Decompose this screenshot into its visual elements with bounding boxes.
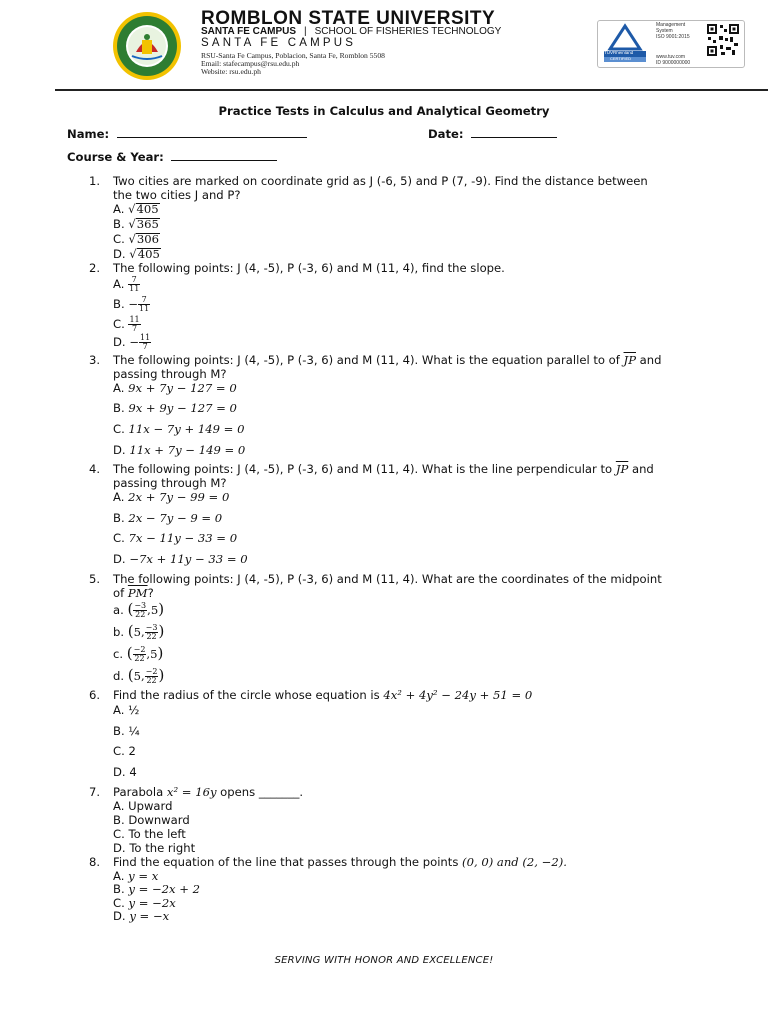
q2-text: The following points: J (4, -5), P (-3, 6) and M (11, 4), find the slope. [113,261,505,275]
text: and [636,353,662,367]
q6-option-d [113,765,137,779]
q5-text-line1: The following points: J (4, -5), P (-3, 6) and M (11, 4). What are the coordinates of the midpoint [113,572,662,586]
equation: y = −2x + 2 [128,882,201,896]
option-letter: C. [113,317,125,331]
q8-option-b [113,882,200,896]
radicand: 306 [136,232,159,246]
q4-option-d [113,552,248,566]
equation: y = −2x [128,896,176,910]
option-text: 4 [129,765,137,779]
equation: 11x − 7y + 149 = 0 [128,422,245,436]
option-text: Upward [128,799,173,813]
q6-option-c [113,744,136,758]
option-letter: A. [113,381,125,395]
date-label: Date: [428,127,464,141]
option-letter: B. [113,882,125,896]
q7-text [113,785,303,799]
numerator: 11 [140,333,151,342]
equation: x² = 16y [166,785,217,799]
school-name: SCHOOL OF FISHERIES TECHNOLOGY [314,26,502,37]
option-letter: A. [113,490,125,504]
q5-option-a [113,600,164,619]
iso-certification-badge [597,20,745,68]
course-label: Course & Year: [67,150,164,164]
option-letter: D. [113,247,126,261]
option-letter: B. [113,401,125,415]
q3-text-line2: passing through M? [113,367,227,381]
text: and [628,462,654,476]
denominator: 11 [129,284,140,293]
paren: ( [127,666,134,684]
option-letter: A. [113,277,125,291]
cert-management: Management [656,22,686,28]
option-letter: A. [113,869,125,883]
q4-text-line1 [113,462,654,476]
equation: 9x + 7y − 127 = 0 [128,381,237,395]
numerator: −3 [134,601,147,610]
option-letter: C. [113,744,125,758]
q8-number: 8. [89,855,101,869]
q3-option-d [113,443,245,457]
coordinate: 5 [150,603,159,617]
numerator: −2 [145,667,158,676]
q2-option-c [113,316,141,333]
certified-label: CERTIFIED [610,56,632,61]
equation: 4x² + 4y² − 24y + 51 = 0 [383,688,533,702]
radicand: 405 [136,202,159,216]
equation: 11x + 7y − 149 = 0 [129,443,246,457]
cert-url: www.tuv.com [656,54,686,60]
q1-number: 1. [89,174,101,188]
option-text: Downward [128,813,190,827]
q6-text [113,688,532,702]
comma: , [146,647,151,661]
equation: 2x − 7y − 9 = 0 [128,511,223,525]
equation: y = x [128,869,159,883]
option-letter: B. [113,217,125,231]
comma: , [140,669,145,683]
q2-option-b [113,296,150,313]
denominator: 7 [132,324,138,333]
option-letter: B. [113,724,125,738]
sign: − [129,335,140,349]
option-text: To the right [129,841,196,855]
email-line: Email: stafecampus@rsu.edu.ph [201,59,300,68]
text: of [113,586,128,600]
q8-option-d [113,909,169,923]
fraction [133,602,147,619]
fraction [139,334,151,351]
text: opens _______. [216,785,304,799]
paren: ) [157,644,164,662]
q4-option-a [113,490,229,504]
name-blank[interactable] [117,127,307,138]
option-text: ¼ [128,724,140,738]
campus-spaced: SANTA FE CAMPUS [201,37,357,49]
q4-option-b [113,511,222,525]
numerator: 7 [138,296,150,305]
campus-school-line [201,26,501,37]
q6-option-b [113,724,140,738]
numerator: 11 [129,315,140,324]
option-letter: A. [113,799,125,813]
address-line: RSU-Santa Fe Campus, Poblacion, Santa Fe, Romblon 5508 [201,51,385,60]
numerator: −2 [133,645,146,654]
option-letter: a. [113,603,124,617]
q5-option-d [113,666,164,685]
q6-option-a [113,703,139,717]
q8-option-c [113,896,176,910]
segment-jp: $\overline{JP}$ [615,462,629,476]
denominator: 22 [146,632,157,641]
header-divider [55,89,768,91]
text: Parabola [113,785,167,799]
option-letter: d. [113,669,125,683]
university-name: ROMBLON STATE UNIVERSITY [201,8,496,29]
paren: ) [158,600,165,618]
option-letter: D. [113,909,126,923]
cert-system: System [656,28,673,34]
q2-number: 2. [89,261,101,275]
numerator: −3 [145,623,158,632]
q8-option-a [113,869,158,883]
fraction [138,296,150,313]
coordinate: 5 [150,647,158,661]
page-title: Practice Tests in Calculus and Analytical Geometry [218,104,550,118]
q2-option-a [113,276,140,293]
q3-option-b [113,401,237,415]
radicand: 365 [136,217,159,231]
option-letter: C. [113,827,125,841]
segment-jp: $\overline{JP}$ [623,353,636,367]
paren: ( [127,600,134,618]
q7-option-c [113,827,186,841]
option-letter: D. [113,765,126,779]
footer-motto: SERVING WITH HONOR AND EXCELLENCE! [274,955,494,966]
fraction [128,316,140,333]
qr-code-icon [706,23,740,57]
equation: (0, 0) and (2, −2). [462,855,567,869]
tuv-brand: TÜVRheinland [604,50,634,55]
q8-text [113,855,567,869]
segment-pm: $\overline{PM}$ [127,586,148,600]
q3-number: 3. [89,353,101,367]
text: The following points: J (4, -5), P (-3, 6) and M (11, 4). What is the line perpendicular to [113,462,616,476]
option-text: To the left [128,827,186,841]
equation: y = −x [129,909,170,923]
option-letter: C. [113,531,125,545]
option-text: 2 [128,744,136,758]
option-letter: C. [113,232,125,246]
option-letter: D. [113,443,126,457]
q1-text-line1: Two cities are marked on coordinate grid as J (-6, 5) and P (7, -9). Find the distance between [113,174,648,188]
option-letter: D. [113,335,126,349]
numerator: 7 [128,276,140,285]
website-line: Website: rsu.edu.ph [201,67,261,76]
paren: ) [158,666,165,684]
paren: ( [126,644,133,662]
q5-option-c [113,644,163,663]
denominator: 7 [142,342,148,351]
option-text: ½ [128,703,140,717]
q4-text-line2: passing through M? [113,476,227,490]
q3-text-line1 [113,353,662,367]
separator: | [304,26,307,37]
q5-option-b [113,622,164,641]
equation: 2x + 7y − 99 = 0 [128,490,230,504]
q5-number: 5. [89,572,101,586]
course-year-field [67,150,277,164]
text: Find the equation of the line that passes through the points [113,855,463,869]
comma: , [147,603,151,617]
option-letter: B. [113,511,125,525]
option-letter: b. [113,625,125,639]
paren: ( [127,622,134,640]
campus-bold: SANTA FE CAMPUS [201,26,296,37]
fraction [133,646,147,663]
q5-text-line2 [113,586,154,600]
q7-option-b [113,813,190,827]
q4-number: 4. [89,462,101,476]
date-blank[interactable] [471,127,557,138]
text: The following points: J (4, -5), P (-3, 6) and M (11, 4). What is the equation parallel to of [113,353,624,367]
q6-number: 6. [89,688,101,702]
q4-option-c [113,531,237,545]
date-field [428,127,557,141]
denominator: 11 [139,304,150,313]
name-field [67,127,307,141]
text: Find the radius of the circle whose equation is [113,688,384,702]
option-letter: C. [113,896,125,910]
option-letter: c. [113,647,124,661]
denominator: 22 [135,610,146,619]
cert-iso: ISO 9001:2015 [656,34,690,40]
option-letter: C. [113,422,125,436]
equation: 7x − 11y − 33 = 0 [128,531,238,545]
coordinate: 5 [133,625,141,639]
q1-option-b: B. √365 [113,217,159,231]
q3-option-a [113,381,237,395]
q1-option-c: C. √306 [113,232,159,246]
q7-number: 7. [89,785,101,799]
option-letter: B. [113,297,125,311]
q1-text-line2: the two cities J and P? [113,188,241,202]
option-letter: B. [113,813,125,827]
coordinate: 5 [133,669,141,683]
q1-option-d: D. √405 [113,247,160,261]
comma: , [140,625,145,639]
name-label: Name: [67,127,110,141]
option-letter: D. [113,841,126,855]
cert-id: ID 9000000000 [656,60,691,66]
equation: 9x + 9y − 127 = 0 [128,401,237,415]
university-seal-logo [106,10,188,82]
course-blank[interactable] [171,150,277,161]
q3-option-c [113,422,244,436]
q1-option-a: A. √405 [113,202,159,216]
option-letter: A. [113,703,125,717]
q7-option-a [113,799,172,813]
equation: −7x + 11y − 33 = 0 [129,552,248,566]
option-letter: D. [113,552,126,566]
fraction [145,624,159,641]
q2-option-d [113,334,151,351]
fraction [128,276,140,293]
paren: ) [158,622,165,640]
option-letter: A. [113,202,125,216]
sign: − [128,297,139,311]
denominator: 22 [134,654,145,663]
denominator: 22 [146,676,157,685]
q7-option-d [113,841,195,855]
text: ? [147,586,154,600]
radicand: 405 [137,247,160,261]
fraction [145,668,159,685]
